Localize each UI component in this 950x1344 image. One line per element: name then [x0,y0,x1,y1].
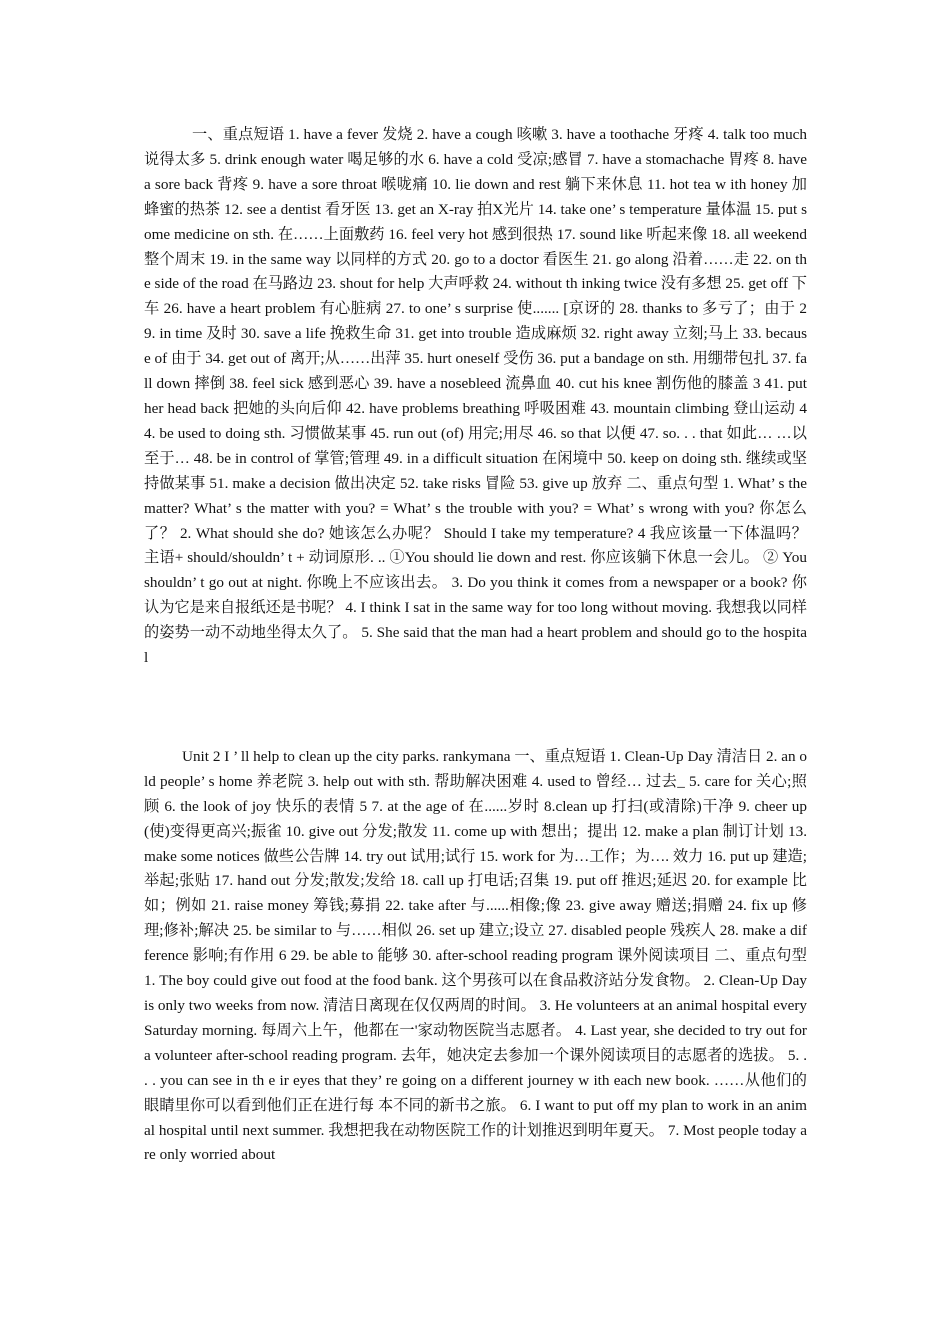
unit-1-paragraph: 一、重点短语 1. have a fever 发烧 2. have a cough 咳嗽 3. have a toothache 牙疼 4. talk too much 说得太多 5. drink enough water 喝足够的水 6. have a cold 受凉;感冒 7. have a stomachache 胃疼 8. have a sore back 背疼 9. have a sore throat 喉咙痛 10. lie down and rest 躺下来休息 11. hot tea w ith honey 加蜂蜜的热茶 12. see a dentist 看牙医 13. get an X-ray 拍X光片 14. take one’ s temperature 量体温 15. put some medicine on sth. 在……上面敷药 16. feel very hot 感到很热 17. sound like 听起来像 18. all weekend 整个周末 19. in the same way 以同样的方式 20. go to a doctor 看医生 21. go along 沿着……走 22. on the side of the road 在马路边 23. shout for help 大声呼救 24. without th inking twice 没有多想 25. get off 下车 26. have a heart problem 有心脏病 27. to one’ s surprise 使....... [京讶的 28. thanks to 多亏了；由于 29. in time 及时 30. save a life 挽救生命 31. get into trouble 造成麻烦 32. right away 立刻;马上 33. because of 由于 34. get out of 离开;从……出萍 35. hurt oneself 受伤 36. put a bandage on sth. 用绷带包扎 37. fa ll down 摔倒 38. feel sick 感到恶心 39. have a nosebleed 流鼻血 40. cut his knee 割伤他的膝盖 3 41. put her head back 把她的头向后仰 42. have problems breathing 呼吸困难 43. mountain climbing 登山运动 44. be used to doing sth. 习惯做某事 45. run out (of) 用完;用尽 46. so that 以便 47. so. . . that 如此… …以至于… 48. be in control of 掌管;管理 49. in a difficult situation 在闲境中 50. keep on doing sth. 继续或坚持做某事 51. make a decision 做出决定 52. take risks 冒险 53. give up 放弃 二、重点句型 1. What’ s the matter? What’ s the matter with you? = What’ s the trouble with you? = What’ s wrong with you? 你怎么了？ 2. What should she do? 她该怎么办呢？ Should I take my temperature? 4 我应该量一下体温吗？ 主语+ should/shouldn’ t + 动词原形. .. ①You should lie down and rest. 你应该躺下休息一会儿。 ② You shouldn’ t go out at night. 你晚上不应该出去。 3. Do you think it comes from a newspaper or a book? 你认为它是来自报纸还是书呢？ 4. I think I sat in the same way for too long without moving. 我想我以同样的姿势一动不动地坐得太久了。 5. She said that the man had a heart problem and should go to the hospital [144,126,807,667]
document-page [144,123,807,1168]
unit-2-paragraph: Unit 2 I ’ ll help to clean up the city parks. rankymana 一、重点短语 1. Clean-Up Day 清洁日 2. an old people’ s home 养老院 3. help out with sth. 帮助解决困难 4. used to 曾经… 过去_ 5. care for 关心;照顾 6. the look of joy 快乐的表情 5 7. at the age of 在......岁时 8.clean up 打扫(或清除)干净 9. cheer up (使)变得更高兴;振雀 10. give out 分发;散发 11. come up with 想出；提出 12. make a plan 制订计划 13. make some notices 做些公告牌 14. try out 试用;试行 15. work for 为…工作；为…. 效力 16. put up 建造;举起;张贴 17. hand out 分发;散发;发给 18. call up 打电话;召集 19. put off 推迟;延迟 20. for example 比如；例如 21. raise money 筹钱;募捐 22. take after 与......相像;像 23. give away 赠送;捐赠 24. fix up 修理;修补;解决 25. be similar to 与……相似 26. set up 建立;设立 27. disabled people 残疾人 28. make a difference 影响;有作用 6 29. be able to 能够 30. after-school reading program 课外阅读项目 二、重点句型 1. The boy could give out food at the food bank. 这个男孩可以在食品救济站分发食物。 2. Clean-Up Day is only two weeks from now. 清洁日离现在仅仅两周的时间。 3. He volunteers at an animal hospital every Saturday morning. 每周六上午，他都在一'家动物医院当志愿者。 4. Last year, she decided to try out for a volunteer after-school reading program. 去年，她决定去参加一个课外阅读项目的志愿者的选拔。 5. . . . you can see in th e ir eyes that they’ re going on a different journey w ith each new book. ……从他们的眼睛里你可以看到他们正在进行每 本不同的新书之旅。 6. I want to put off my plan to work in an animal hospital until next summer. 我想把我在动物医院工作的计划推迟到明年夏天。 7. Most people today are only worried about [144,747,807,1164]
